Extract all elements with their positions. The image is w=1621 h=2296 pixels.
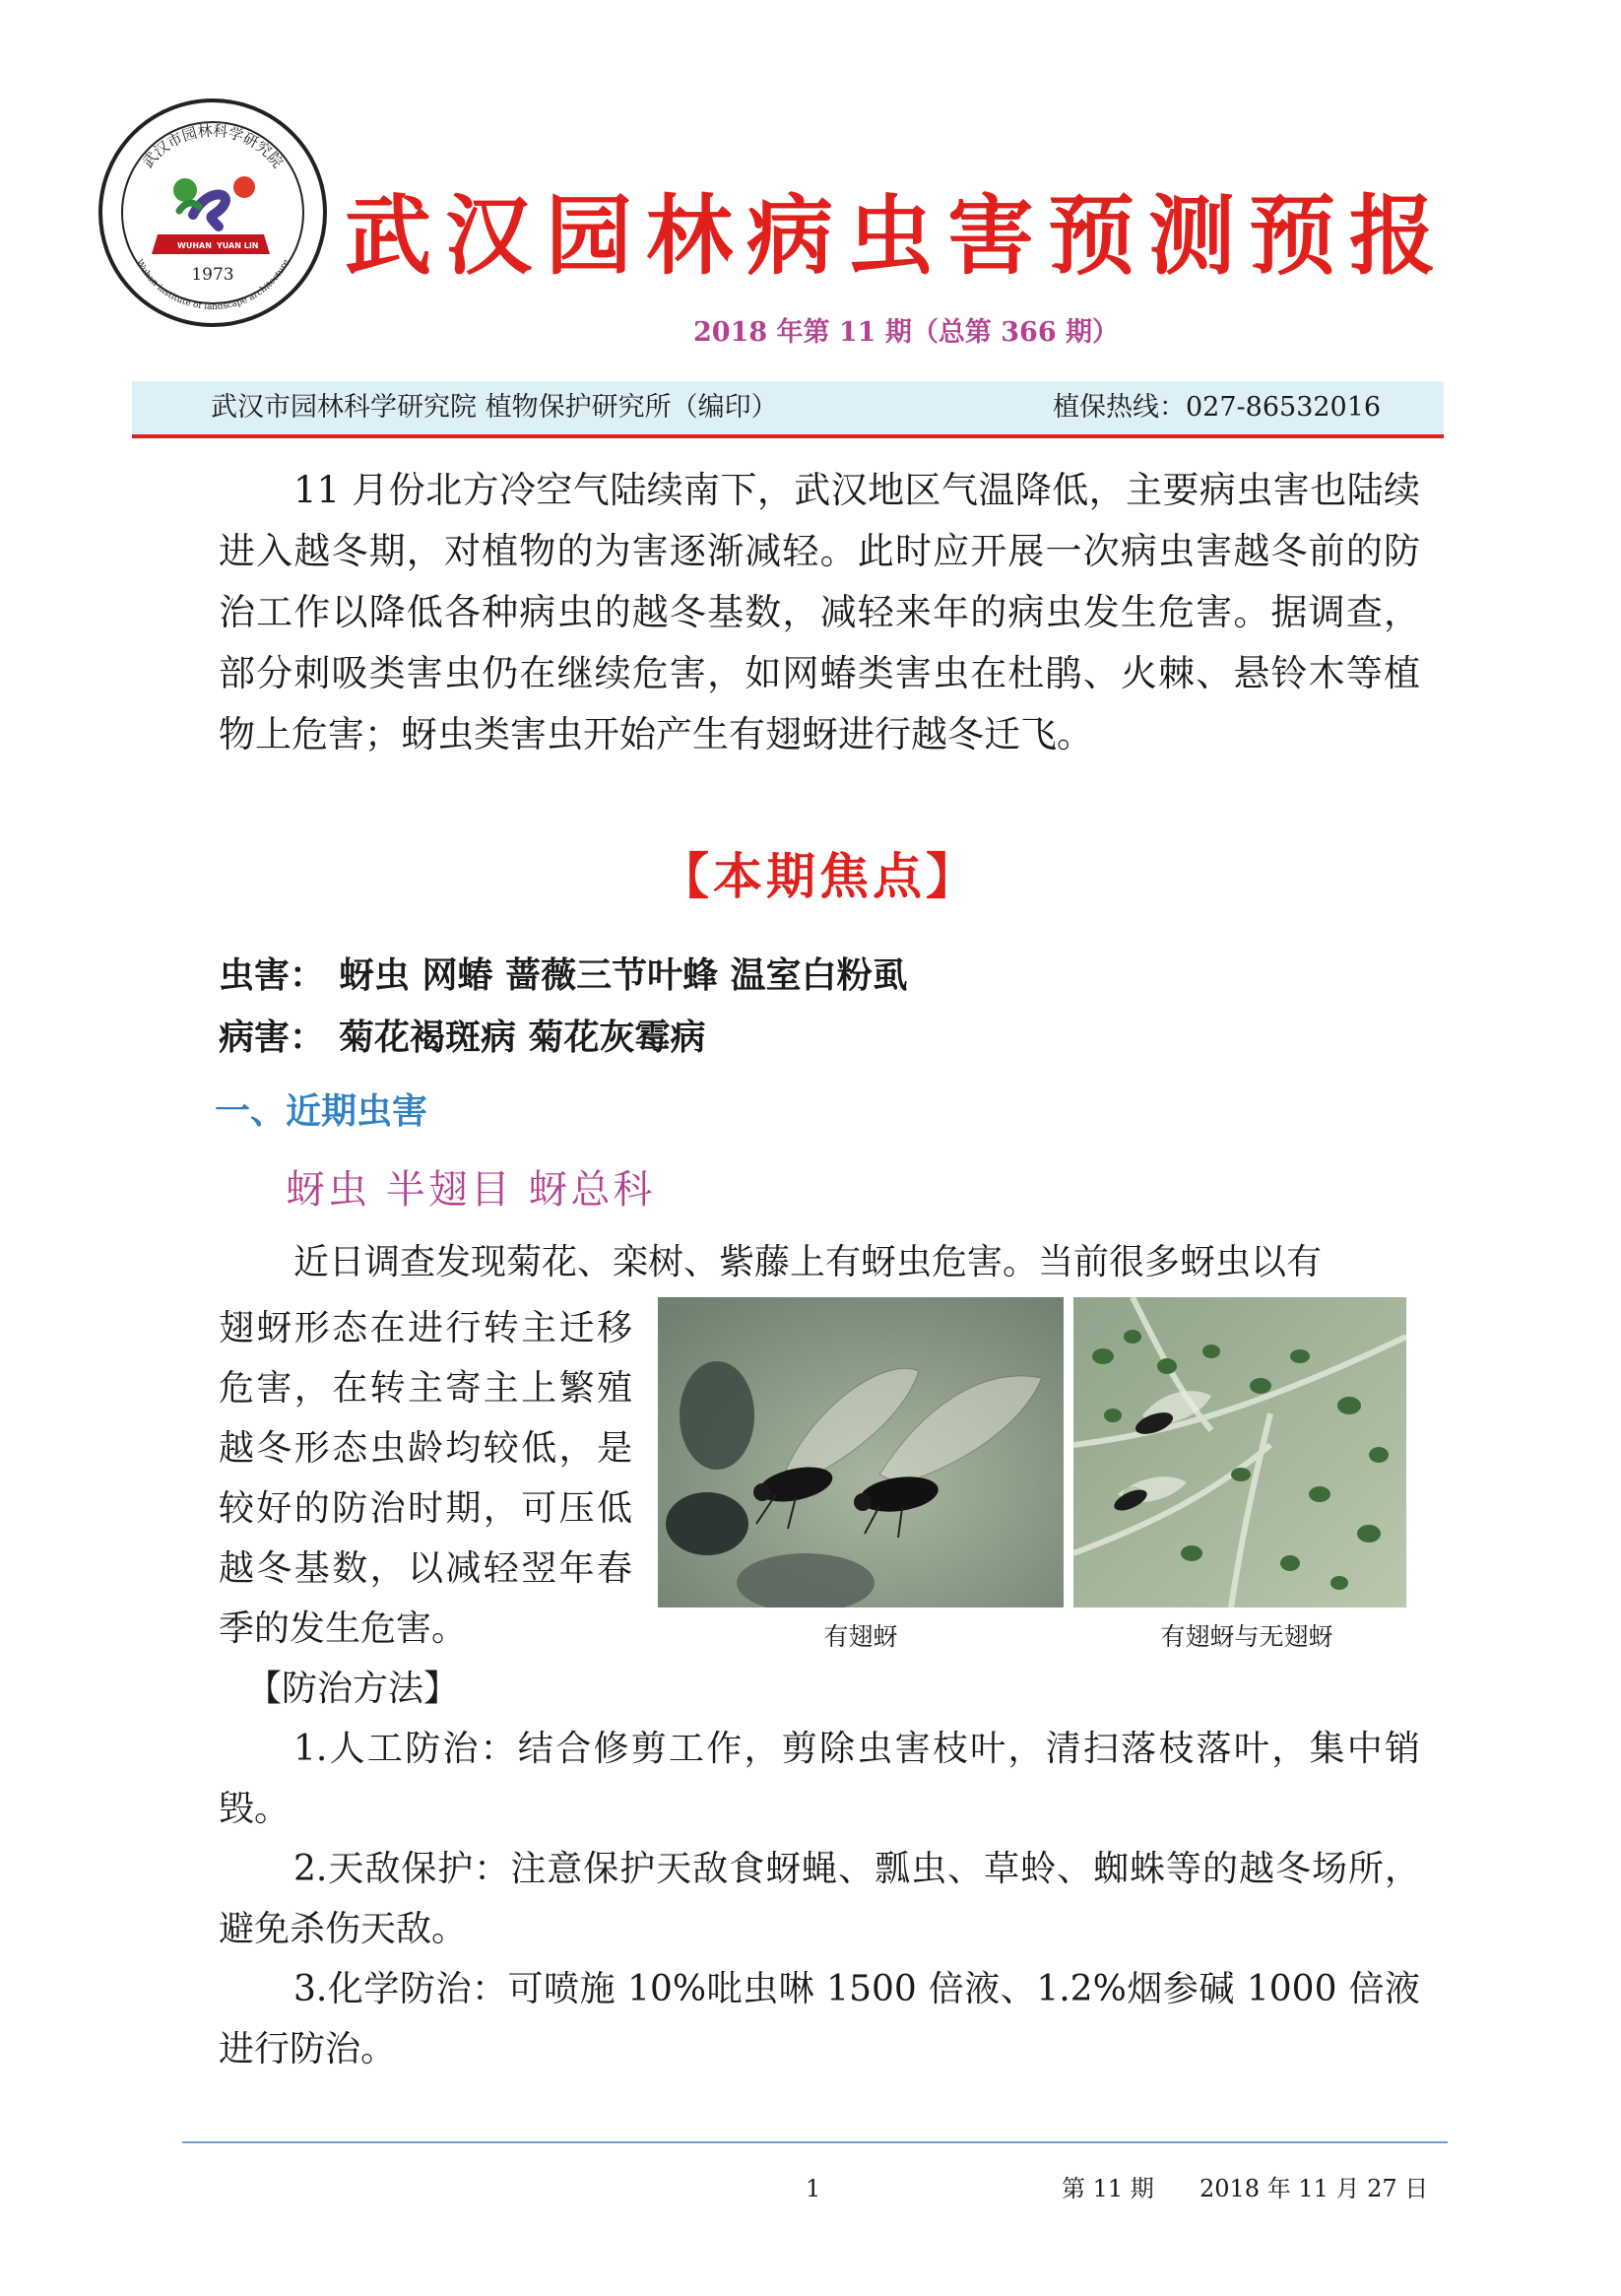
focus-pests-list: 蚜虫 网蝽 蔷薇三节叶蜂 温室白粉虱 — [339, 954, 908, 996]
logo-arc-text-en: Wuhan institute of landscape architecture — [133, 257, 292, 313]
footer-date: 2018 年 11 月 27 日 — [1200, 2175, 1429, 2202]
footer-issue: 第 11 期 — [1062, 2175, 1154, 2202]
aphid-subheading: 蚜虫 半翅目 蚜总科 — [286, 1167, 656, 1213]
focus-diseases-list: 菊花褐斑病 菊花灰霉病 — [339, 1017, 706, 1058]
logo-year: 1973 — [191, 265, 234, 285]
hotline-number: 027-86532016 — [1186, 392, 1382, 423]
intro-paragraph: 11 月份北方冷空气陆续南下，武汉地区气温降低，主要病虫害也陆续进入越冬期，对植物的为害逐渐减轻。此时应开展一次病虫害越冬前的防治工作以降低各种病虫的越冬基数，减轻来年的病虫发生危害。据调查，部分刺吸类害虫仍在继续危害，如网蝽类害虫在杜鹃、火棘、悬铃木等植物上危害；蚜虫类害虫开始产生有翅蚜进行越冬迁飞。 — [219, 469, 1420, 755]
aphid-paragraph-first-line: 近日调查发现菊花、栾树、紫藤上有蚜虫危害。当前很多蚜虫以有 — [293, 1242, 1323, 1282]
footer-divider — [182, 2141, 1448, 2143]
focus-diseases-label: 病害： — [219, 1017, 326, 1058]
section-heading-recent-pests: 一、近期虫害 — [215, 1091, 428, 1132]
photo-caption-winged-wingless: 有翅蚜与无翅蚜 — [1160, 1622, 1333, 1651]
publisher-org: 武汉市园林科学研究院 植物保护研究所（编印） — [211, 392, 778, 423]
hotline — [1053, 381, 1381, 434]
page-number: 1 — [806, 2175, 821, 2202]
winged-aphid-photo — [658, 1297, 1064, 1607]
method-manual-control: 1.人工防治：结合修剪工作，剪除虫害枝叶，清扫落枝落叶，集中销毁。 — [219, 1729, 1420, 1829]
focus-heading: 【本期焦点】 — [660, 848, 979, 905]
logo-arc-text: 武汉市园林科学研究院 — [138, 121, 288, 171]
page-title: 武汉园林病虫害预测预报 — [345, 185, 1451, 287]
logo-ribbon-left: WUHAN — [177, 241, 212, 250]
control-methods-heading: 【防治方法】 — [246, 1669, 460, 1709]
winged-and-wingless-aphid-photo — [1073, 1297, 1406, 1607]
method-chemical-control: 3.化学防治：可喷施 10%吡虫啉 1500 倍液、1.2%烟参碱 1000 倍液进行防治。 — [219, 1969, 1420, 2069]
institute-logo — [97, 97, 329, 329]
focus-pests-label: 虫害： — [219, 954, 326, 996]
aphid-paragraph-rest: 翅蚜形态在进行转主迁移危害，在转主寄主上繁殖越冬形态虫龄均较低，是较好的防治时期，可压低越冬基数，以减轻翌年春季的发生危害。 — [219, 1308, 632, 1649]
publisher-banner — [132, 381, 1444, 438]
focus-diseases — [219, 1013, 1420, 1062]
photo-caption-winged: 有翅蚜 — [823, 1622, 898, 1651]
hotline-label: 植保热线： — [1053, 392, 1186, 423]
issue-number: 2018 年第 11 期（总第 366 期） — [692, 317, 1120, 348]
focus-pests — [219, 951, 1420, 1000]
logo-ribbon-right: YUAN LIN — [217, 241, 259, 250]
method-natural-enemy-protection: 2.天敌保护：注意保护天敌食蚜蝇、瓢虫、草蛉、蜘蛛等的越冬场所，避免杀伤天敌。 — [219, 1849, 1420, 1949]
